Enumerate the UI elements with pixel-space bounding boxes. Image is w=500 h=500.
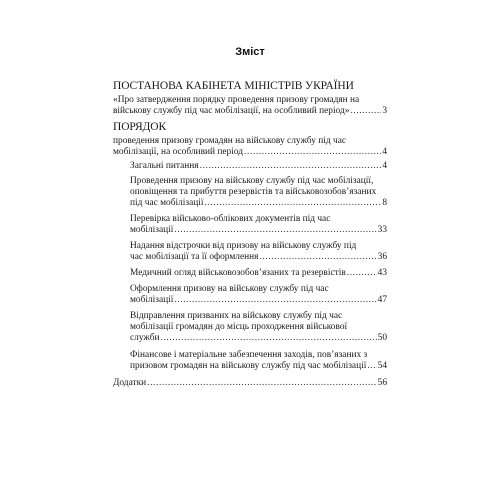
page-number: 4 [382, 161, 387, 171]
dot-leader [350, 106, 381, 117]
page-number: 56 [377, 378, 387, 388]
page-number: 4 [382, 147, 387, 157]
toc-entry-appendix[interactable] [113, 378, 387, 389]
toc-entry-financing[interactable] [130, 361, 387, 372]
toc-entry-text: служби [130, 333, 160, 343]
page-number: 33 [377, 225, 387, 235]
toc-entry-text: військову службу під час мобілізації, на особливий період» [113, 106, 350, 116]
toc-entry-text: Додатки [113, 378, 147, 388]
dot-leader [259, 252, 376, 263]
toc-entry-conscription[interactable] [130, 198, 387, 209]
page-number: 47 [377, 295, 387, 305]
toc-entry-text: Медичний огляд військовозобов’язаних та резервістів [130, 268, 346, 278]
dot-leader [367, 361, 376, 372]
toc-line: мобілізації громадян до місць проходження військової [130, 322, 348, 332]
toc-entry-text: під час мобілізації [130, 198, 204, 208]
toc-entry-text: час мобілізації та її оформлення [130, 252, 259, 262]
page-number: 3 [382, 106, 387, 116]
toc-line: проведення призову громадян на військову службу під час [113, 136, 347, 146]
toc-entry-resolution[interactable] [113, 106, 387, 117]
page-number: 50 [377, 333, 387, 343]
toc-line: оповіщення та прибуття резервістів та військовозобов’язаних [130, 187, 377, 197]
toc-entry-text: Загальні питання [130, 161, 199, 171]
dot-leader [147, 378, 376, 389]
toc-entry-text: мобілізації [130, 295, 174, 305]
section-heading-resolution: ПОСТАНОВА КАБІНЕТА МІНІСТРІВ УКРАЇНИ [113, 80, 354, 92]
toc-entry-procedure[interactable] [113, 147, 387, 158]
toc-entry-dispatch[interactable] [130, 333, 387, 344]
page-number: 43 [377, 268, 387, 278]
toc-entry-registration[interactable] [130, 295, 387, 306]
toc-entry-documents[interactable] [130, 225, 387, 236]
dot-leader [200, 161, 382, 172]
toc-line: Фінансове і матеріальне забезпечення заходів, пов’язаних з [130, 350, 368, 360]
dot-leader [244, 147, 381, 158]
toc-entry-medical[interactable] [130, 268, 387, 279]
toc-entry-text: мобілізації, на особливий період [113, 147, 244, 157]
toc-line: Проведення призову на військову службу під час мобілізації, [130, 176, 374, 186]
page-number: 54 [377, 361, 387, 371]
dot-leader [347, 268, 377, 279]
toc-line: «Про затвердження порядку проведення призову громадян на [113, 95, 360, 105]
dot-leader [174, 225, 376, 236]
section-heading-procedure: ПОРЯДОК [113, 121, 167, 133]
page-number: 36 [377, 252, 387, 262]
dot-leader [205, 198, 382, 209]
dot-leader [174, 295, 376, 306]
toc-entry-deferment[interactable] [130, 252, 387, 263]
toc-entry-text: мобілізації [130, 225, 174, 235]
toc-line: Надання відстрочки від призову на військову службу під [130, 241, 357, 251]
toc-entry-general[interactable] [130, 161, 387, 172]
toc-line: Відправлення призваних на військову службу під час [130, 311, 343, 321]
dot-leader [161, 333, 377, 344]
page-number: 8 [382, 198, 387, 208]
page-title: Зміст [235, 46, 265, 58]
toc-line: Перевірка військово-облікових документів під час [130, 214, 331, 224]
toc-entry-text: призовом громадян на військову службу під час мобілізації [130, 361, 367, 371]
toc-line: Оформлення призову на військову службу під час [130, 284, 329, 294]
